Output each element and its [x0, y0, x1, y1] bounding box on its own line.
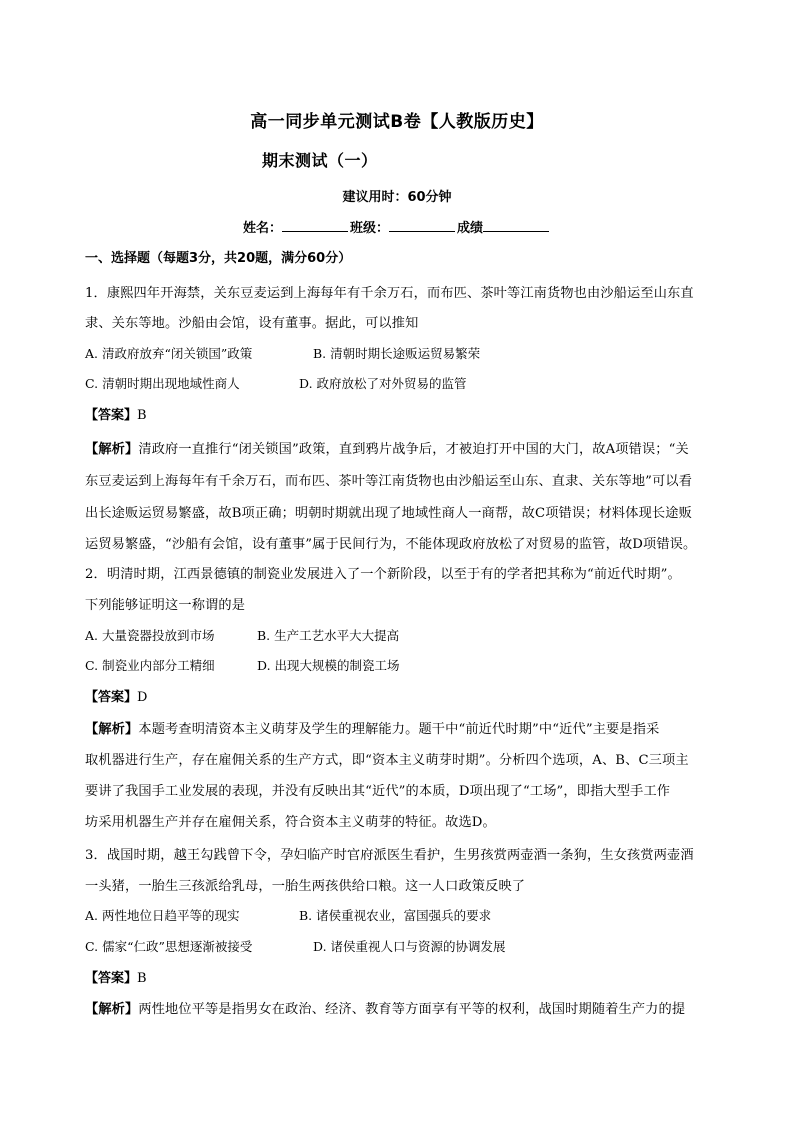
q1-explanation-line-2: 东豆麦运到上海每年有千余万石，而布匹、茶叶等江南货物也由沙船运至山东、直隶、关东等地”可以看	[85, 474, 693, 489]
document-subtitle: 期末测试（一）	[262, 151, 378, 170]
q2-options-row-2	[85, 656, 400, 674]
score-blank[interactable]	[483, 219, 549, 232]
student-info-line	[0, 217, 794, 236]
document-title: 高一同步单元测试B卷【人教版历史】	[250, 112, 544, 132]
q1-answer-label: 【答案】	[85, 408, 138, 423]
q2-stem-line-1: 2．明清时期，江西景德镇的制瓷业发展进入了一个新阶段，以至于有的学者把其称为“前近代时期”。	[85, 567, 681, 582]
class-blank[interactable]	[389, 219, 455, 232]
q2-options-row-1	[85, 626, 399, 644]
q1-explanation-line-3: 出长途贩运贸易繁盛，故B项正确；明朝时期就出现了地域性商人一商帮，故C项错误；材料体现长途贩	[85, 506, 692, 521]
q3-answer-label: 【答案】	[85, 971, 138, 986]
q1-option-a: A. 清政府放弃“闭关锁国”政策	[85, 346, 253, 361]
q1-stem-line-1: 1．康熙四年开海禁，关东豆麦运到上海每年有千余万石，而布匹、茶叶等江南货物也由沙船运至山东直	[85, 286, 694, 301]
q2-option-b: B. 生产工艺水平大大提高	[257, 628, 400, 643]
section-title: 一、选择题（每题3分，共20题，满分60分）	[85, 251, 352, 266]
q1-explanation-text-1: 清政府一直推行“闭关锁国”政策，直到鸦片战争后，才被迫打开中国的大门，故A项错误；“关	[138, 442, 689, 457]
q2-explanation-line-4: 坊采用机器生产并存在雇佣关系，符合资本主义萌芽的特征。故选D。	[85, 815, 496, 830]
class-label: 班级：	[349, 221, 389, 236]
q2-answer-label: 【答案】	[85, 690, 138, 705]
q1-stem-line-2: 隶、关东等地。沙船由会馆，设有董事。据此，可以推知	[85, 316, 419, 331]
score-label: 成绩	[457, 221, 484, 236]
q2-option-d: D. 出现大规模的制瓷工场	[257, 658, 400, 673]
q2-option-a: A. 大量瓷器投放到市场	[85, 628, 215, 643]
name-label: 姓名：	[242, 221, 282, 236]
q1-answer-value: B	[137, 408, 147, 423]
q2-explanation-line-1	[85, 718, 725, 737]
q1-answer	[85, 404, 147, 423]
q1-option-c: C. 清朝时期出现地域性商人	[85, 376, 240, 391]
q3-explanation-line-1	[85, 998, 725, 1017]
q3-explanation-text-1: 两性地位平等是指男女在政治、经济、教育等方面享有平等的权利，战国时期随着生产力的提	[138, 1002, 686, 1017]
q2-stem-line-2: 下列能够证明这一称谓的是	[85, 598, 246, 613]
q2-option-c: C. 制瓷业内部分工精细	[85, 658, 215, 673]
q3-option-a: A. 两性地位日趋平等的现实	[85, 908, 240, 923]
q2-explanation-line-2: 取机器进行生产，存在雇佣关系的生产方式，即“资本主义萌芽时期”。分析四个选项，A、B、C三项主	[85, 753, 689, 768]
q3-answer-value: B	[137, 971, 147, 986]
suggested-time: 建议用时：60分钟	[342, 190, 452, 205]
q3-stem-line-2: 一头猪，一胎生三孩派给乳母，一胎生两孩供给口粮。这一人口政策反映了	[85, 879, 526, 894]
q1-explanation-line-1	[85, 438, 725, 457]
q3-options-row-2	[85, 937, 506, 955]
q3-option-b: B. 诸侯重视农业，富国强兵的要求	[299, 908, 492, 923]
q1-explanation-label: 【解析】	[85, 442, 139, 457]
q2-explanation-line-3: 要讲了我国手工业发展的表现，并没有反映出其“近代”的本质，D项出现了“工场”，即指大型手工作	[85, 784, 671, 799]
name-blank[interactable]	[282, 219, 348, 232]
q1-option-b: B. 清朝时期长途贩运贸易繁荣	[313, 346, 481, 361]
q1-option-d: D. 政府放松了对外贸易的监管	[299, 376, 467, 391]
q2-answer-value: D	[137, 690, 148, 705]
q3-options-row-1	[85, 906, 491, 924]
q3-explanation-label: 【解析】	[85, 1002, 139, 1017]
q3-answer	[85, 967, 147, 986]
q1-options-row-1	[85, 344, 480, 362]
q1-explanation-line-4: 运贸易繁盛，“沙船有会馆，设有董事”属于民间行为，不能体现政府放松了对贸易的监管，故D项错误。	[85, 537, 697, 552]
q2-answer	[85, 686, 147, 705]
q3-option-d: D. 诸侯重视人口与资源的协调发展	[313, 939, 506, 954]
q3-option-c: C. 儒家“仁政”思想逐渐被接受	[85, 939, 253, 954]
q3-stem-line-1: 3．战国时期，越王勾践曾下令，孕妇临产时官府派医生看护，生男孩赏两壶酒一条狗，生女孩赏两壶酒	[85, 848, 694, 863]
q1-options-row-2	[85, 374, 467, 392]
q2-explanation-text-1: 本题考查明清资本主义萌芽及学生的理解能力。题干中“前近代时期”中“近代”主要是指采	[138, 722, 660, 737]
q2-explanation-label: 【解析】	[85, 722, 139, 737]
